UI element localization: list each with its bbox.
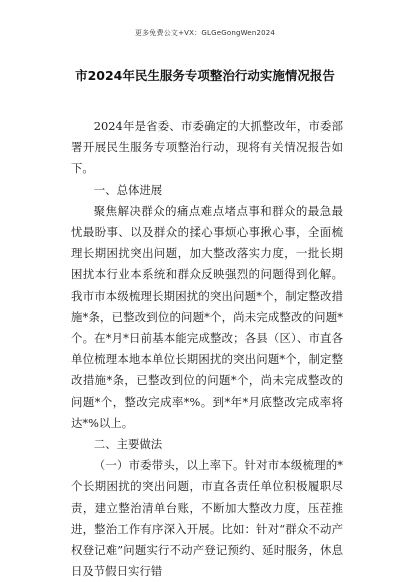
document-title: 市2024年民生服务专项整治行动实施情况报告 [75, 68, 335, 83]
header-watermark: 更多免费公文+VX：GLGeGongWen2024 [134, 29, 276, 37]
section-heading-main-practices: 二、主要做法 [93, 437, 163, 452]
section-heading-overall-progress: 一、总体进展 [93, 182, 163, 197]
practice-paragraph: （一）市委带头，以上率下。针对市本级梳理的*个长期困扰的突出问题，市直各责任单位积极履职尽责，建立整治清单台账，不断加大整改力度，压茬推进，整治工作有序深入开展。比如：针对“群众不动产权登记难”问题实行不动产登记预约、延时服务，休息日及节假日实行错 [71, 458, 343, 579]
intro-paragraph: 2024年是省委、市委确定的大抓整改年，市委部署开展民生服务专项整治行动，现将有关情况报告如下。 [71, 119, 343, 176]
progress-paragraph: 聚焦解决群众的痛点难点堵点事和群众的最急最忧最盼事、以及群众的揉心事烦心事揪心事，全面梳理长期困扰突出问题，加大整改落实力度，一批长期困扰本行业本系统和群众反映强烈的问题得到化解。我市市本级梳理长期困扰的突出问题*个，制定整改措施*条，已整改到位的问题*个，尚未完成整改的问题*个。在*月*日前基本能完成整改；各县（区）、市直各单位梳理本地本单位长期困扰的突出问题*个，制定整改措施*条，已整改到位的问题*个，尚未完成整改的问题*个，整改完成率*%。到*年*月底整改完成率将达*%以上。 [71, 203, 343, 430]
document-body [71, 116, 343, 582]
